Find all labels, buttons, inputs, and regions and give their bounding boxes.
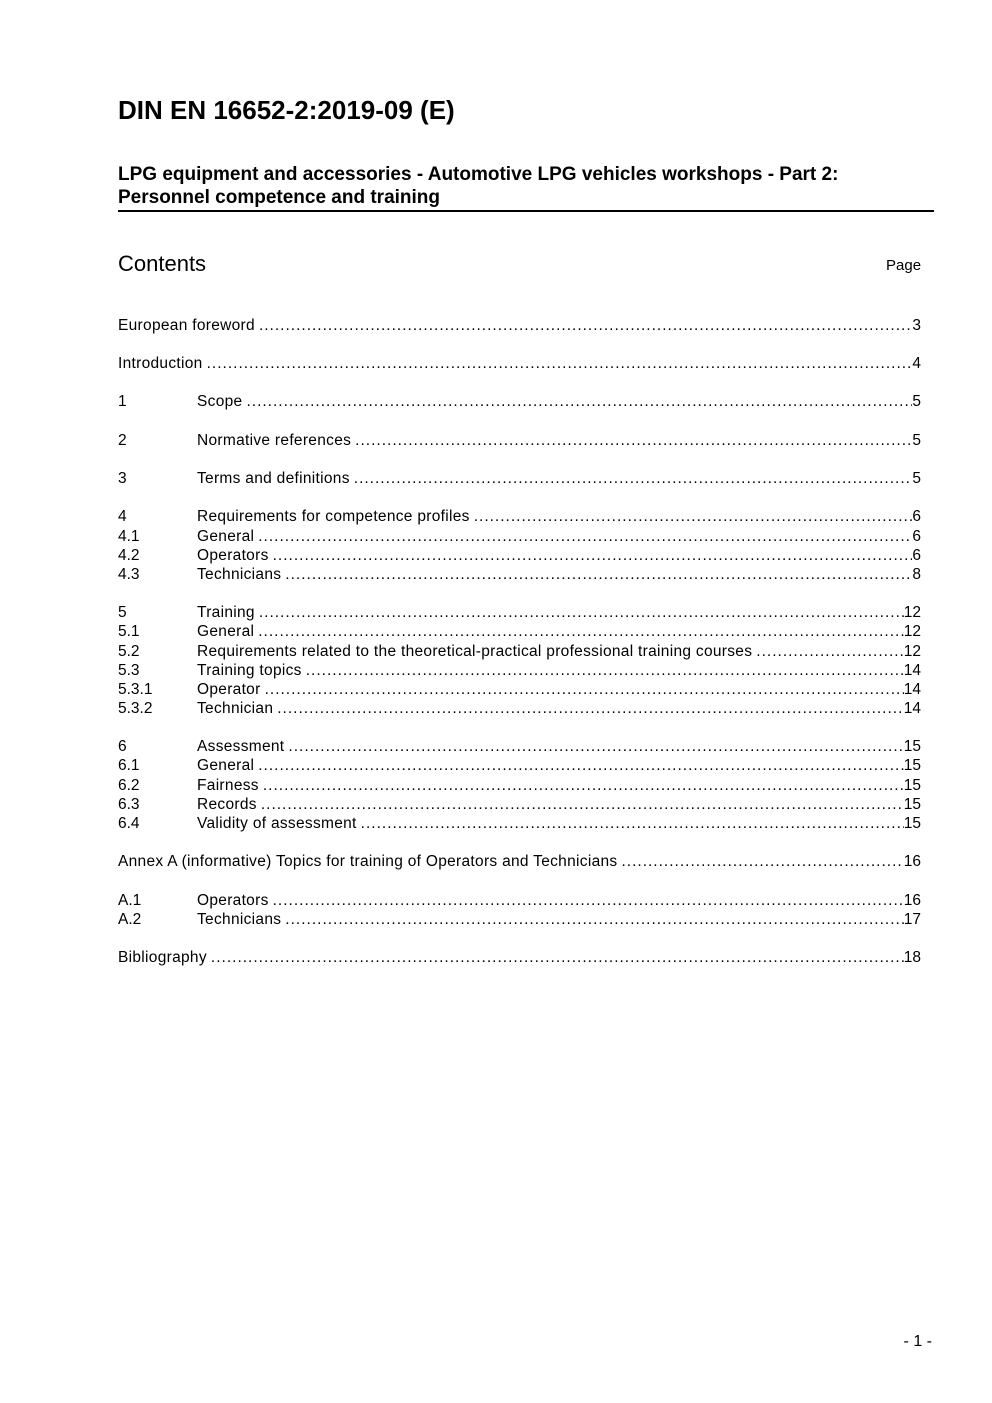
toc-entry-title: Terms and definitions [197,470,350,487]
toc-leader-dots [621,852,903,871]
toc-entry-5-3[interactable] [118,661,921,680]
toc-entry-number: 5.2 [118,643,140,660]
toc-entry-number: 6.3 [118,796,140,813]
toc-entry-number: 6 [118,738,127,755]
toc-entry-page: 5 [912,393,921,410]
toc-entry-title: Fairness [197,777,259,794]
toc-leader-dots [285,910,903,929]
toc-entry-5-3-2[interactable] [118,699,921,718]
toc-leader-dots [258,527,912,546]
toc-entry-number: 5.3 [118,662,140,679]
toc-leader-dots [246,392,912,411]
toc-entry-number: A.1 [118,892,142,909]
toc-entry-page: 8 [912,566,921,583]
toc-entry-number: A.2 [118,911,142,928]
toc-entry-number: 5 [118,604,127,621]
toc-leader-dots [265,680,904,699]
toc-entry-5[interactable] [118,603,921,622]
document-title [118,163,933,209]
toc-entry-4-1[interactable] [118,527,921,546]
toc-entry-number: 4.1 [118,528,140,545]
toc-entry-a-1[interactable] [118,891,921,910]
toc-entry-title: Scope [197,393,243,410]
toc-leader-dots [258,622,904,641]
toc-leader-dots [474,507,913,526]
toc-leader-dots [207,354,913,373]
toc-entry-5-3-1[interactable] [118,680,921,699]
title-divider [118,210,934,212]
toc-entry-title: European foreword [118,317,255,334]
toc-entry-title: Operators [197,547,269,564]
toc-entry-4[interactable] [118,507,921,526]
toc-entry-page: 5 [912,470,921,487]
toc-entry-number: 5.3.1 [118,681,153,698]
toc-entry-number: 6.2 [118,777,140,794]
toc-leader-dots [756,642,903,661]
toc-entry-number: 6.4 [118,815,140,832]
toc-entry-title: General [197,757,255,774]
toc-entry-bibliography[interactable] [118,948,921,967]
page-column-heading: Page [886,257,922,274]
toc-entry-page: 6 [912,528,921,545]
toc-entry-page: 4 [912,355,921,372]
toc-entry-title: General [197,623,255,640]
toc-entry-6-1[interactable] [118,756,921,775]
toc-entry-number: 4.3 [118,566,140,583]
toc-entry-title: General [197,528,255,545]
toc-entry-page: 6 [912,547,921,564]
toc-entry-title: Normative references [197,432,352,449]
toc-leader-dots [285,565,912,584]
toc-entry-6[interactable] [118,737,921,756]
toc-leader-dots [355,431,912,450]
toc-entry-number: 4.2 [118,547,140,564]
toc-entry-number: 6.1 [118,757,140,774]
toc-leader-dots [258,756,904,775]
toc-leader-dots [211,948,904,967]
toc-leader-dots [263,776,904,795]
toc-entry-introduction[interactable] [118,354,921,373]
document-title-line-1: LPG equipment and accessories - Automotive LPG vehicles workshops - Part 2: [118,164,839,185]
toc-entry-1[interactable] [118,392,921,411]
toc-leader-dots [277,699,904,718]
document-id: DIN EN 16652-2:2019-09 (E) [118,95,455,125]
contents-heading: Contents [118,251,207,276]
toc-leader-dots [261,795,904,814]
toc-entry-page: 17 [903,911,921,928]
toc-entry-page: 15 [903,757,921,774]
toc-entry-title: Training [197,604,255,621]
toc-entry-5-2[interactable] [118,642,921,661]
toc-leader-dots [259,316,912,335]
toc-entry-page: 18 [903,949,921,966]
toc-entry-title: Technicians [197,566,282,583]
toc-entry-page: 14 [903,681,921,698]
toc-entry-title: Validity of assessment [197,815,357,832]
toc-entry-page: 16 [903,892,921,909]
toc-entry-title: Introduction [118,355,203,372]
toc-entry-page: 12 [903,604,921,621]
toc-entry-title: Training topics [197,662,302,679]
toc-entry-title: Technicians [197,911,282,928]
toc-entry-4-2[interactable] [118,546,921,565]
toc-entry-page: 15 [903,777,921,794]
toc-entry-title: Annex A (informative) Topics for training of Operators and Technicians [118,853,618,870]
toc-entry-title: Operator [197,681,261,698]
toc-entry-title: Assessment [197,738,285,755]
toc-entry-title: Requirements for competence profiles [197,508,470,525]
toc-entry-number: 4 [118,508,127,525]
toc-leader-dots [361,814,904,833]
toc-entry-number: 5.1 [118,623,140,640]
toc-entry-title: Requirements related to the theoretical-practical professional training courses [197,643,753,660]
toc-leader-dots [273,546,913,565]
toc-entry-page: 15 [903,815,921,832]
toc-entry-page: 16 [903,853,921,870]
toc-entry-annex-a[interactable] [118,852,921,871]
toc-entry-page: 12 [903,643,921,660]
toc-entry-number: 5.3.2 [118,700,153,717]
toc-entry-page: 14 [903,700,921,717]
toc-entry-number: 3 [118,470,127,487]
toc-entry-2[interactable] [118,431,921,450]
toc-entry-page: 3 [912,317,921,334]
toc-leader-dots [259,603,904,622]
toc-entry-title: Records [197,796,257,813]
toc-entry-page: 12 [903,623,921,640]
toc-entry-title: Operators [197,892,269,909]
toc-entry-a-2[interactable] [118,910,921,929]
toc-entry-page: 6 [912,508,921,525]
page-number: - 1 - [903,1333,932,1350]
toc-entry-number: 1 [118,393,127,410]
toc-entry-4-3[interactable] [118,565,921,584]
toc-leader-dots [306,661,904,680]
toc-entry-number: 2 [118,432,127,449]
toc-leader-dots [273,891,904,910]
toc-entry-page: 15 [903,738,921,755]
toc-entry-title: Technician [197,700,274,717]
toc-entry-title: Bibliography [118,949,207,966]
toc-entry-3[interactable] [118,469,921,488]
toc-entry-page: 5 [912,432,921,449]
toc-leader-dots [354,469,913,488]
toc-entry-european-foreword[interactable] [118,316,921,335]
toc-entry-5-1[interactable] [118,622,921,641]
toc-entry-page: 15 [903,796,921,813]
toc-leader-dots [288,737,903,756]
toc-entry-page: 14 [903,662,921,679]
toc-entry-6-2[interactable] [118,776,921,795]
toc-entry-6-4[interactable] [118,814,921,833]
document-title-line-2: Personnel competence and training [118,187,441,208]
toc-entry-6-3[interactable] [118,795,921,814]
